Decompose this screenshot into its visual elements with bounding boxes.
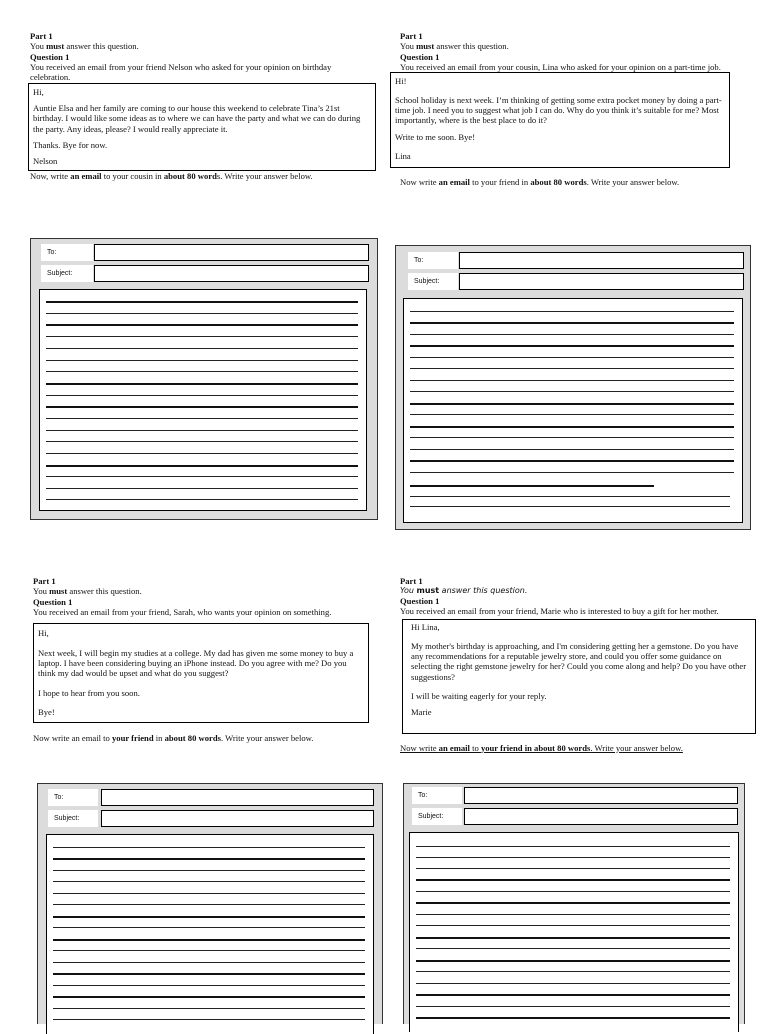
writing-line bbox=[46, 360, 358, 361]
question-prompt: You received an email from your friend, Sarah, who wants your opinion on something. bbox=[33, 606, 332, 617]
writing-line bbox=[46, 418, 358, 419]
subject-input[interactable] bbox=[101, 810, 374, 827]
writing-line bbox=[410, 311, 734, 312]
writing-line bbox=[416, 902, 730, 904]
writing-line bbox=[53, 950, 365, 951]
writing-line bbox=[46, 383, 358, 385]
writing-line bbox=[46, 395, 358, 396]
email-letter bbox=[28, 83, 376, 172]
writing-instruction: Now write an email to your friend in about 80 words. Write your answer below. bbox=[400, 177, 680, 188]
subject-row bbox=[48, 810, 374, 827]
letter-signature: Marie bbox=[411, 707, 432, 718]
writing-line bbox=[410, 449, 734, 450]
writing-line bbox=[46, 324, 358, 326]
writing-line bbox=[46, 348, 358, 349]
subject-row bbox=[408, 273, 744, 290]
letter-greeting: Hi, bbox=[38, 628, 49, 639]
writing-area[interactable] bbox=[46, 834, 374, 1034]
writing-line bbox=[416, 879, 730, 881]
question-label: Question 1 bbox=[30, 51, 70, 62]
letter-signature: Bye! bbox=[38, 706, 55, 717]
to-row bbox=[41, 244, 369, 261]
question-prompt: You received an email from your cousin, Lina who asked for your opinion on a part-time job. bbox=[400, 61, 721, 72]
writing-line bbox=[416, 948, 730, 949]
writing-line bbox=[46, 336, 358, 337]
panel-lina bbox=[395, 31, 740, 188]
writing-line bbox=[410, 368, 734, 369]
subject-row bbox=[41, 265, 369, 282]
to-input[interactable] bbox=[94, 244, 369, 261]
to-label: To: bbox=[48, 789, 98, 806]
answer-sheet bbox=[30, 238, 378, 520]
subject-row bbox=[412, 808, 738, 825]
subject-input[interactable] bbox=[459, 273, 744, 290]
to-label: To: bbox=[412, 787, 462, 804]
letter-closing: I hope to hear from you soon. bbox=[38, 687, 140, 698]
to-input[interactable] bbox=[101, 789, 374, 806]
part-heading: Part 1 bbox=[33, 576, 56, 586]
letter-closing: Thanks. Bye for now. bbox=[33, 139, 108, 150]
writing-line bbox=[53, 1019, 365, 1020]
email-letter bbox=[390, 72, 730, 168]
to-row bbox=[412, 787, 738, 804]
writing-area[interactable] bbox=[409, 832, 739, 1032]
question-label: Question 1 bbox=[400, 51, 440, 62]
writing-line bbox=[416, 891, 730, 892]
writing-line bbox=[46, 430, 358, 431]
writing-line bbox=[46, 313, 358, 314]
writing-line bbox=[410, 460, 734, 462]
panel-marie bbox=[400, 576, 760, 753]
writing-line bbox=[53, 904, 365, 905]
letter-body: School holiday is next week. I’m thinking of getting some extra pocket money by doing a part-time job. I need you to suggest what job I can do. Why do you think it’s suitable for me? Most importantly, where is the best place to do it? bbox=[395, 94, 722, 126]
writing-line bbox=[53, 996, 365, 998]
writing-line bbox=[46, 476, 358, 477]
writing-line bbox=[416, 1006, 730, 1007]
writing-line bbox=[410, 357, 734, 358]
part-heading: Part 1 bbox=[400, 576, 423, 586]
subject-input[interactable] bbox=[464, 808, 738, 825]
writing-line bbox=[46, 465, 358, 467]
writing-line bbox=[46, 441, 358, 442]
writing-line bbox=[53, 893, 365, 894]
writing-line bbox=[410, 403, 734, 405]
writing-instruction: Now, write an email to your cousin in about 80 words. Write your answer below. bbox=[30, 171, 313, 182]
writing-line bbox=[416, 1017, 730, 1019]
writing-line bbox=[416, 925, 730, 926]
panel-nelson bbox=[30, 31, 380, 182]
letter-body: My mother's birthday is approaching, and I'm considering getting her a gemstone. Do you have any recommendations for a reputable jewelry store, and could you offer some guidance on selecting the right gemstone jewelry for her? Could you come along and help? Do you have other suggestions? bbox=[411, 640, 747, 682]
writing-line bbox=[53, 858, 365, 860]
subject-input[interactable] bbox=[94, 265, 369, 282]
instruction-must: You must answer this question. bbox=[400, 586, 528, 596]
letter-closing: Write to me soon. Bye! bbox=[395, 131, 476, 142]
subject-label: Subject: bbox=[408, 273, 458, 290]
writing-line bbox=[53, 939, 365, 941]
answer-sheet bbox=[395, 245, 751, 530]
writing-line bbox=[410, 506, 730, 507]
instruction-must: You must answer this question. bbox=[400, 41, 509, 52]
writing-line bbox=[53, 985, 365, 986]
to-row bbox=[48, 789, 374, 806]
writing-line bbox=[410, 322, 734, 324]
letter-greeting: Hi, bbox=[33, 86, 44, 97]
writing-line bbox=[410, 345, 734, 347]
writing-line bbox=[46, 453, 358, 454]
writing-instruction: Now write an email to your friend in about 80 words. Write your answer below. bbox=[33, 733, 314, 744]
writing-line bbox=[416, 868, 730, 869]
writing-instruction: Now write an email to your friend in about 80 words. Write your answer below. bbox=[400, 742, 683, 753]
panel-sarah bbox=[33, 576, 383, 744]
writing-line bbox=[53, 916, 365, 918]
writing-line bbox=[46, 371, 358, 372]
writing-line bbox=[53, 962, 365, 963]
to-input[interactable] bbox=[459, 252, 744, 269]
instruction-must: You must answer this question. bbox=[30, 41, 139, 52]
letter-signature: Lina bbox=[395, 150, 411, 161]
letter-signature: Nelson bbox=[33, 156, 58, 167]
to-label: To: bbox=[41, 244, 93, 261]
answer-sheet bbox=[37, 783, 383, 1024]
question-prompt: You received an email from your friend, Marie who is interested to buy a gift for her mother. bbox=[400, 606, 719, 617]
subject-label: Subject: bbox=[48, 810, 98, 827]
to-input[interactable] bbox=[464, 787, 738, 804]
writing-line bbox=[410, 496, 730, 497]
writing-line bbox=[416, 983, 730, 984]
writing-line bbox=[416, 994, 730, 996]
writing-area[interactable] bbox=[403, 298, 743, 523]
to-row bbox=[408, 252, 744, 269]
question-label: Question 1 bbox=[33, 596, 73, 607]
writing-line bbox=[53, 881, 365, 882]
writing-line bbox=[416, 937, 730, 939]
instruction-must: You must answer this question. bbox=[33, 586, 142, 597]
writing-line bbox=[46, 488, 358, 489]
part-heading: Part 1 bbox=[400, 31, 423, 41]
writing-line bbox=[416, 914, 730, 915]
question-prompt: You received an email from your friend Nelson who asked for your opinion on birthday celebration. bbox=[30, 61, 332, 83]
letter-greeting: Hi Lina, bbox=[411, 621, 440, 632]
writing-line bbox=[410, 391, 734, 392]
writing-line bbox=[416, 857, 730, 858]
writing-line bbox=[410, 485, 654, 487]
writing-line bbox=[46, 406, 358, 408]
email-letter bbox=[33, 623, 369, 723]
letter-closing: I will be waiting eagerly for your reply. bbox=[411, 691, 547, 702]
answer-sheet bbox=[403, 783, 745, 1024]
subject-label: Subject: bbox=[412, 808, 462, 825]
writing-area[interactable] bbox=[39, 289, 367, 511]
writing-line bbox=[53, 870, 365, 871]
letter-body: Next week, I will begin my studies at a college. My dad has given me some money to buy a laptop. I have been considering buying an iPhone instead. Do you agree with me? Do you think my dad would be upset and what do you suggest? bbox=[38, 647, 354, 679]
letter-greeting: Hi! bbox=[395, 76, 407, 87]
writing-line bbox=[53, 927, 365, 928]
writing-line bbox=[410, 472, 734, 473]
writing-line bbox=[410, 437, 734, 438]
writing-line bbox=[416, 971, 730, 972]
part-heading: Part 1 bbox=[30, 31, 53, 41]
writing-line bbox=[410, 334, 734, 335]
writing-line bbox=[53, 847, 365, 848]
writing-line bbox=[46, 499, 358, 500]
writing-line bbox=[46, 301, 358, 303]
writing-line bbox=[416, 960, 730, 962]
writing-line bbox=[416, 846, 730, 847]
writing-line bbox=[410, 426, 734, 428]
email-letter bbox=[402, 619, 756, 734]
writing-line bbox=[410, 414, 734, 415]
question-label: Question 1 bbox=[400, 595, 440, 606]
writing-line bbox=[53, 1008, 365, 1009]
letter-body: Auntie Elsa and her family are coming to our house this weekend to celebrate Tina’s 21st birthday. I would like some ideas as to where we can have the party and what we can do during the party. Any ideas, please? I would really appreciate it. bbox=[33, 102, 361, 134]
writing-line bbox=[410, 380, 734, 381]
writing-line bbox=[53, 973, 365, 975]
to-label: To: bbox=[408, 252, 458, 269]
subject-label: Subject: bbox=[41, 265, 93, 282]
